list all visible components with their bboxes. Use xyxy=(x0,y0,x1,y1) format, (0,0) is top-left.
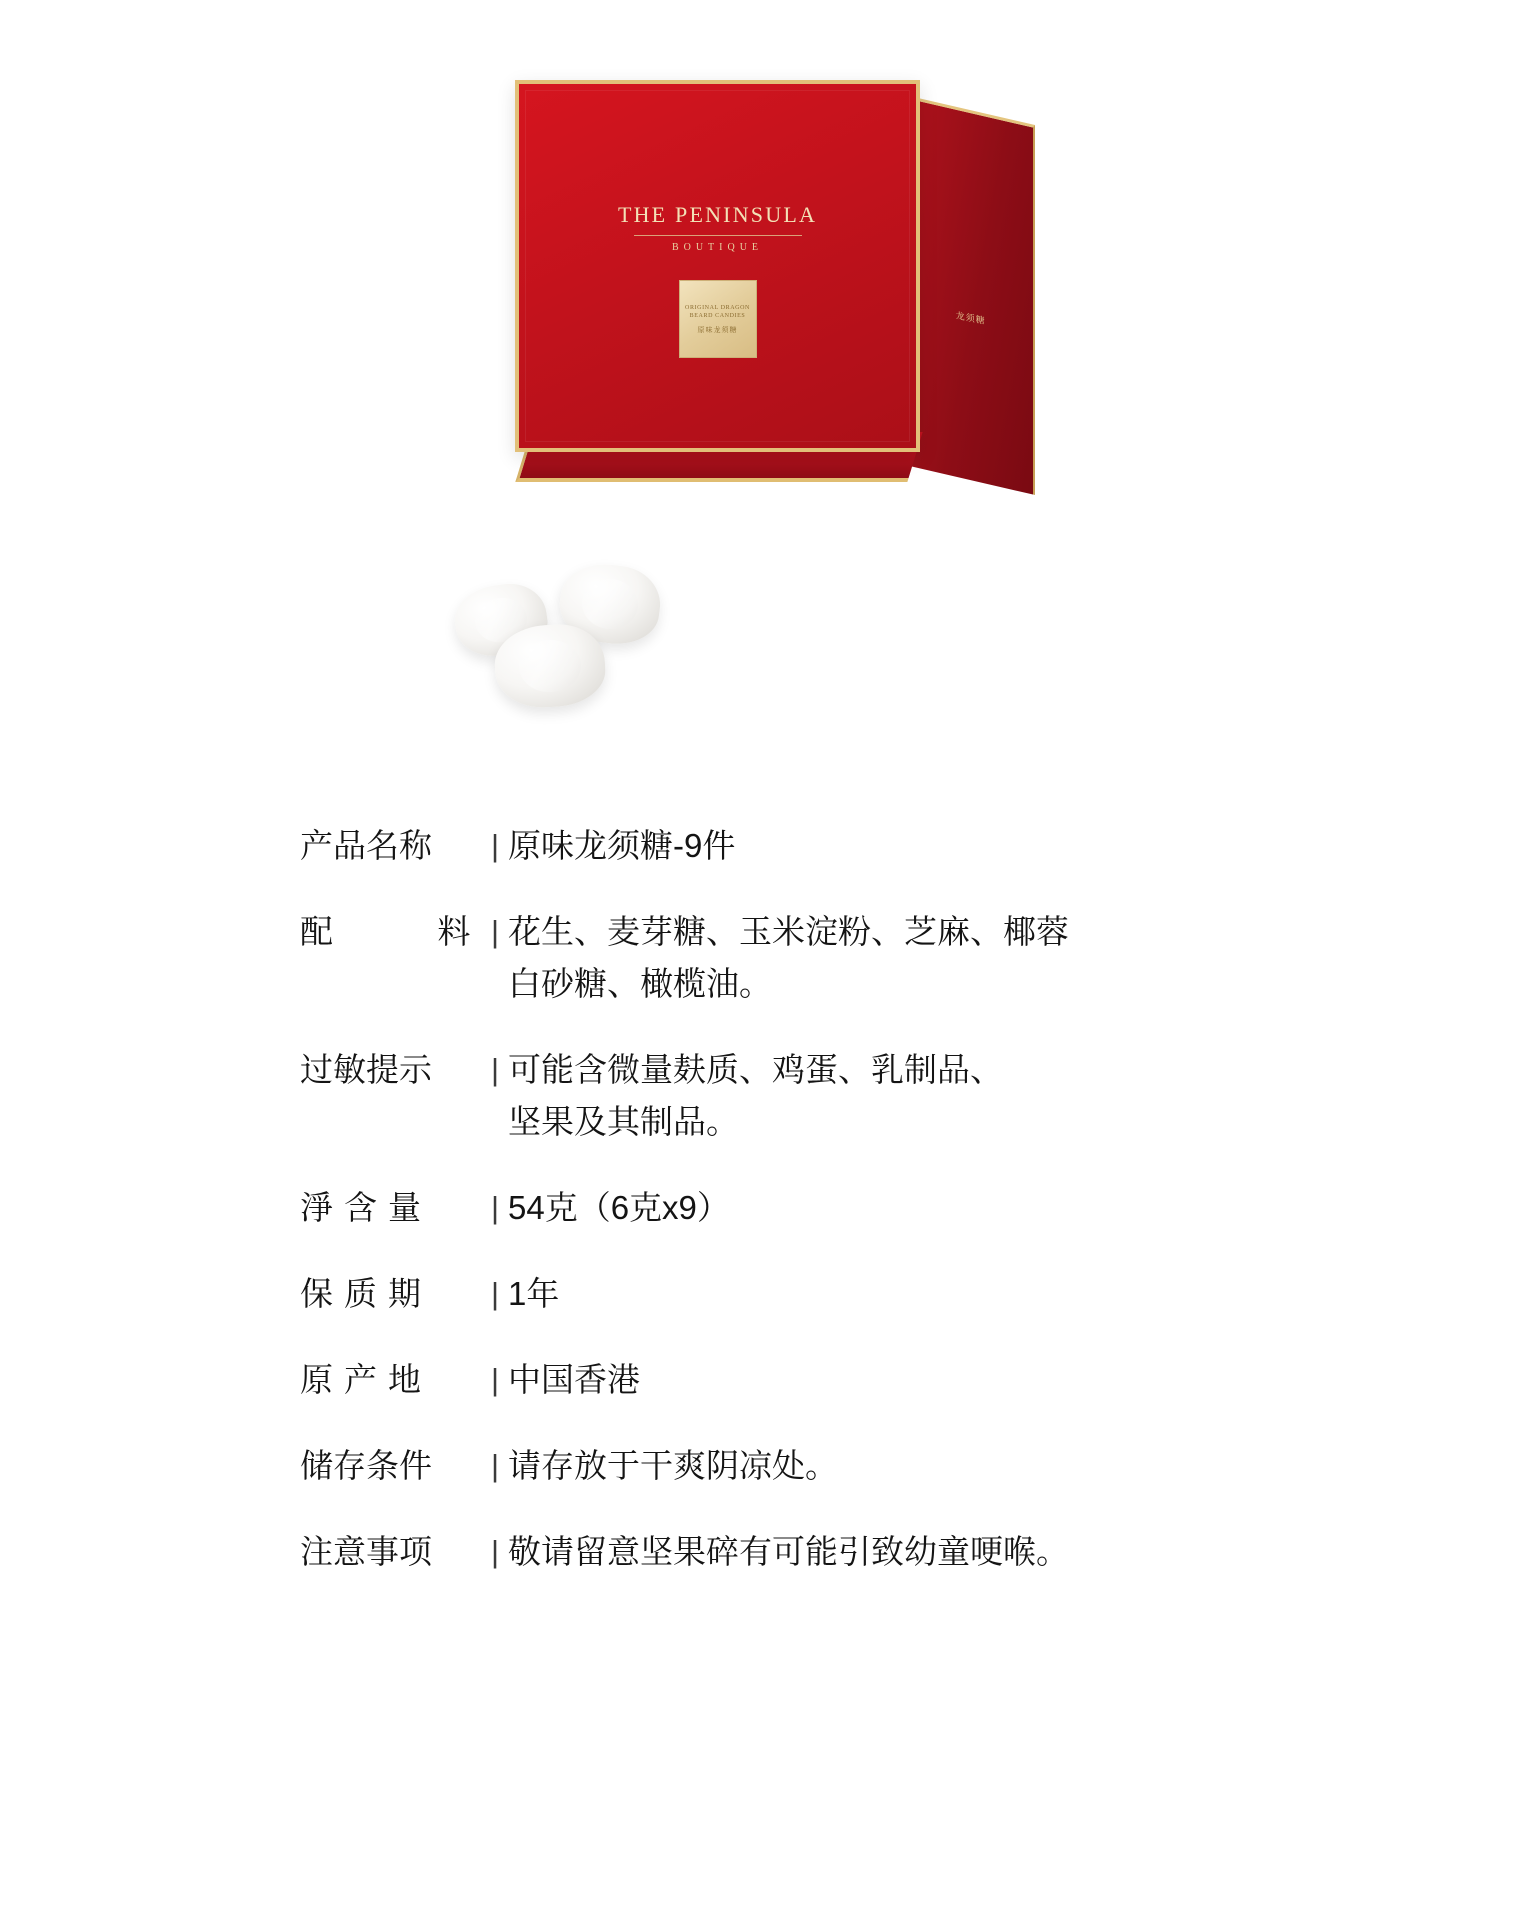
candy-highlight xyxy=(518,638,582,694)
product-image xyxy=(0,0,1539,790)
spec-divider: | xyxy=(490,1190,500,1225)
spec-row-origin xyxy=(300,1354,1239,1406)
spec-label: 原产地 xyxy=(300,1361,432,1398)
spec-value-line-2: 坚果及其制品。 xyxy=(508,1103,739,1140)
spec-value xyxy=(508,1044,1239,1148)
spec-value-line-1: 可能含微量麸质、鸡蛋、乳制品、 xyxy=(508,1051,1003,1088)
gold-plate-chinese-text: 原味龙须糖 xyxy=(697,326,738,334)
spec-value xyxy=(508,820,1239,872)
spec-row-caution xyxy=(300,1526,1239,1578)
candy-highlight xyxy=(579,576,641,632)
spec-row-shelf-life xyxy=(300,1268,1239,1320)
brand-block xyxy=(519,202,916,253)
spec-divider: | xyxy=(490,1276,500,1311)
spec-divider: | xyxy=(490,1534,500,1569)
spec-value xyxy=(508,1440,1239,1492)
spec-row-ingredients xyxy=(300,906,1239,1010)
brand-subtitle: BOUTIQUE xyxy=(671,242,764,253)
spec-value xyxy=(508,1268,1239,1320)
spec-label-part-1: 配 xyxy=(300,913,333,950)
gift-box-side-face xyxy=(905,95,1035,495)
spec-value-line-1: 中国香港 xyxy=(508,1361,640,1398)
spec-label-part-2: 料 xyxy=(437,913,471,950)
spec-row-net-weight xyxy=(300,1182,1239,1234)
spec-value xyxy=(508,1526,1239,1578)
gift-box-top-face xyxy=(515,80,920,452)
spec-row-allergen-notice xyxy=(300,1044,1239,1148)
spec-value-line-2: 白砂糖、橄榄油。 xyxy=(508,965,772,1002)
spec-divider: | xyxy=(490,914,500,949)
brand-divider-rule xyxy=(634,235,802,236)
spec-value xyxy=(508,1354,1239,1406)
gift-box-side-label: 龙须糖 xyxy=(955,310,986,327)
spec-value-line-1: 54克（6克x9） xyxy=(508,1189,730,1226)
spec-divider: | xyxy=(490,828,500,863)
spec-value-line-1: 敬请留意坚果碎有可能引致幼童哽喉。 xyxy=(508,1533,1069,1570)
spec-label: 淨含量 xyxy=(300,1189,432,1226)
spec-label: 保质期 xyxy=(300,1275,432,1312)
spec-value-line-1: 请存放于干爽阴凉处。 xyxy=(508,1447,838,1484)
spec-value xyxy=(508,1182,1239,1234)
spec-divider: | xyxy=(490,1448,500,1483)
spec-label: 储存条件 xyxy=(300,1447,432,1484)
spec-value xyxy=(508,906,1239,1010)
gold-label-plate xyxy=(679,280,757,358)
spec-divider: | xyxy=(490,1052,500,1087)
gift-box-illustration xyxy=(515,80,1075,510)
spec-row-storage xyxy=(300,1440,1239,1492)
spec-label xyxy=(300,906,482,958)
spec-row-product-name xyxy=(300,820,1239,872)
spec-label: 注意事项 xyxy=(300,1533,432,1570)
spec-value-line-1: 原味龙须糖-9件 xyxy=(508,827,736,864)
spec-label: 过敏提示 xyxy=(300,1051,432,1088)
spec-value-line-1: 1年 xyxy=(508,1275,560,1312)
spec-value-line-1: 花生、麦芽糖、玉米淀粉、芝麻、椰蓉 xyxy=(508,913,1069,950)
spec-divider: | xyxy=(490,1362,500,1397)
spec-label: 产品名称 xyxy=(300,827,432,864)
brand-name: THE PENINSULA xyxy=(617,202,818,227)
gold-plate-english-text: ORIGINAL DRAGON BEARD CANDIES xyxy=(685,304,750,319)
product-spec-list xyxy=(0,820,1539,1612)
